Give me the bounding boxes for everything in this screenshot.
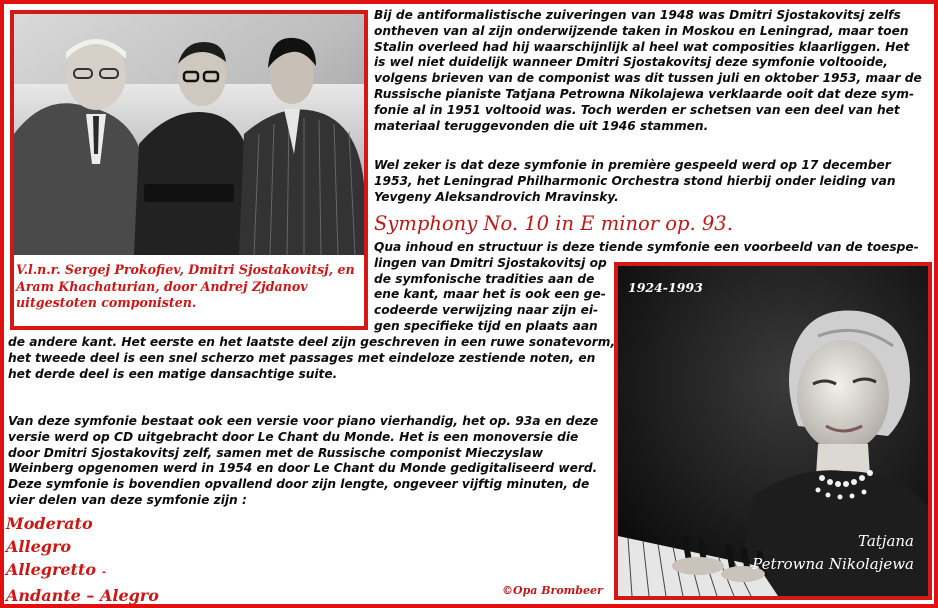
text-line: Van deze symfonie bestaat ook een versie voor piano vierhandig, het op. 93a en deze — [8, 414, 599, 428]
pianist-name — [752, 530, 914, 576]
version-paragraph — [8, 414, 598, 509]
text-line: Wel zeker is dat deze symfonie in première gespeeld werd op 17 december — [374, 158, 891, 172]
movement-item-text: Allegretto — [6, 560, 96, 579]
text-line: versie werd op CD uitgebracht door Le Chant du Monde. Het is een monoversie die — [8, 429, 579, 444]
text-line: Weinberg opgenomen werd in 1954 en door Le Chant du Monde gedigitaliseerd werd. — [8, 461, 598, 476]
text-line: Qua inhoud en structuur is deze tiende symfonie een voorbeeld van de toespe- — [374, 240, 919, 254]
movement-item: Moderato — [6, 514, 93, 533]
movement-item-text: Allegro — [6, 537, 72, 556]
text-line: het tweede deel is een snel scherzo met passages met eindeloze zestiende noten, en — [8, 350, 596, 365]
caption-line: V.l.n.r. Sergej Prokofiev, Dmitri Sjostakovitsj, en — [16, 262, 355, 277]
text-line: volgens brieven van de componist was dit tussen juli en oktober 1953, maar de — [374, 71, 922, 86]
text-line: is wel niet duidelijk wanneer Dmitri Sjostakovitsj deze symfonie voltooide, — [374, 55, 888, 70]
text-line: ontheven van al zijn onderwijzende taken in Moskou en Leningrad, maar toen — [374, 23, 909, 38]
text-line: lingen van Dmitri Sjostakovitsj op — [374, 255, 607, 270]
composers-photo-image — [14, 14, 364, 255]
text-line: het derde deel is een matige dansachtige suite. — [8, 366, 338, 381]
text-line: Stalin overleed had hij waarschijnlijk al heel wat composities klaarliggen. Het — [374, 39, 910, 54]
pianist-name-line: Tatjana — [857, 532, 914, 550]
composers-photo — [10, 10, 368, 255]
caption-line: uitgestoten componisten. — [16, 295, 197, 310]
movement-item — [6, 558, 159, 584]
text-line: 1953, het Leningrad Philharmonic Orchestra stond hierbij onder leiding van — [374, 173, 896, 188]
intro-paragraph — [374, 8, 922, 134]
movement-item: Andante – Alegro — [6, 586, 159, 605]
text-line: vier delen van deze symfonie zijn : — [8, 492, 247, 507]
text-line: Deze symfonie is bovendien opvallend door zijn lengte, ongeveer vijftig minuten, de — [8, 477, 590, 492]
pianist-years: 1924-1993 — [628, 280, 703, 295]
movement-trailing-mark: - — [102, 567, 107, 578]
text-line: de andere kant. Het eerste en het laatste deel zijn geschreven in een ruwe sonatevorm, — [8, 335, 616, 349]
copyright: ©Opa Brombeer — [502, 584, 603, 597]
text-line: Bij de antiformalistische zuiveringen van 1948 was Dmitri Sjostakovitsj zelfs — [374, 8, 901, 22]
text-line: de symfonische tradities aan de — [374, 271, 595, 286]
text-line: door Dmitri Sjostakovitsj zelf, samen met de Russische componist Mieczyslaw — [8, 445, 544, 460]
text-line: codeerde verwijzing naar zijn ei- — [374, 303, 599, 318]
symphony-title: Symphony No. 10 in E minor op. 93. — [374, 212, 733, 235]
text-line: gen specifieke tijd en plaats aan — [374, 318, 598, 333]
text-line: materiaal teruggevonden die uit 1946 stammen. — [374, 118, 709, 133]
structure-paragraph-left — [8, 335, 615, 382]
text-line: Russische pianiste Tatjana Petrowna Nikolajewa verklaarde ooit dat deze sym- — [374, 86, 915, 101]
text-line: ene kant, maar het is ook een ge- — [374, 287, 606, 302]
premiere-paragraph — [374, 158, 896, 205]
composers-caption — [12, 256, 364, 326]
text-line: Yevgeny Aleksandrovich Mravinsky. — [374, 189, 619, 204]
text-line: fonie al in 1951 voltooid was. Toch werden er schetsen van een deel van het — [374, 102, 900, 117]
movement-item — [6, 535, 159, 558]
caption-line: Aram Khachaturian, door Andrej Zjdanov — [16, 278, 308, 294]
movements-list — [6, 512, 159, 607]
pianist-name-line: Petrowna Nikolajewa — [752, 555, 914, 573]
